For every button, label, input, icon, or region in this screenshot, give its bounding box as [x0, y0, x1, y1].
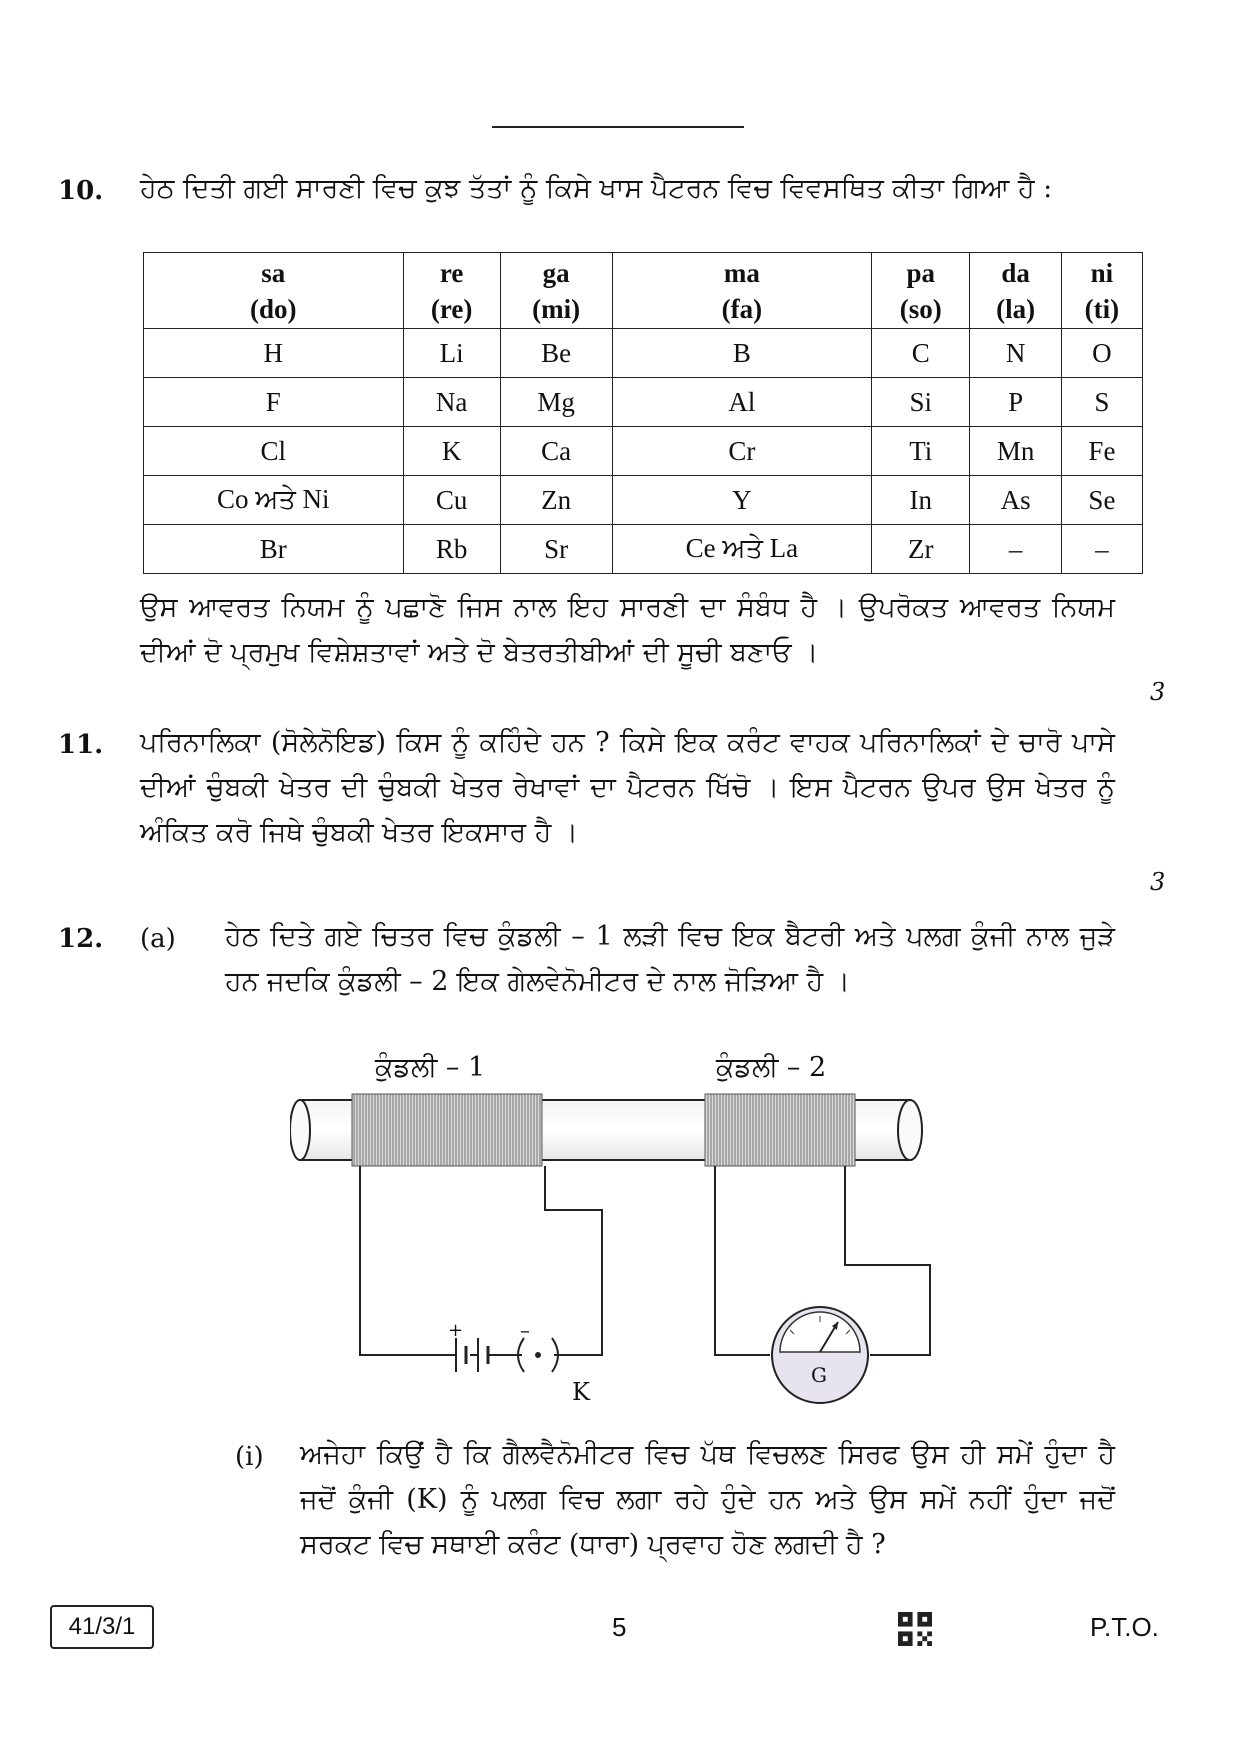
- table-header: ga (mi): [500, 253, 612, 329]
- table-cell: Br: [144, 525, 404, 574]
- table-cell: As: [970, 476, 1061, 525]
- table-cell: Cl: [144, 427, 404, 476]
- table-cell: Li: [403, 329, 500, 378]
- table-header: da (la): [970, 253, 1061, 329]
- galvanometer-icon: [772, 1307, 868, 1403]
- table-cell: Co ਅਤੇ Ni: [144, 476, 404, 525]
- table-cell: –: [1061, 525, 1142, 574]
- table-row: [144, 427, 1143, 476]
- table-cell: Ca: [500, 427, 612, 476]
- table-cell: Si: [872, 378, 970, 427]
- table-cell: Be: [500, 329, 612, 378]
- table-cell: Y: [612, 476, 871, 525]
- table-cell: P: [970, 378, 1061, 427]
- table-row: [144, 525, 1143, 574]
- qr-code-icon: [898, 1612, 932, 1646]
- galvanometer-label: G: [811, 1363, 827, 1387]
- table-cell: Cr: [612, 427, 871, 476]
- table-cell: H: [144, 329, 404, 378]
- marks: 3: [1150, 868, 1166, 896]
- table-cell: Rb: [403, 525, 500, 574]
- key-label: K: [572, 1378, 590, 1406]
- coil-2-label: ਕੁੰਡਲੀ – 2: [716, 1052, 827, 1083]
- table-cell: Se: [1061, 476, 1142, 525]
- table-cell: B: [612, 329, 871, 378]
- table-cell: –: [970, 525, 1061, 574]
- table-cell: Ti: [872, 427, 970, 476]
- table-cell: Fe: [1061, 427, 1142, 476]
- table-cell: Ce ਅਤੇ La: [612, 525, 871, 574]
- part-label: (a): [140, 924, 176, 954]
- table-cell: C: [872, 329, 970, 378]
- coil-1: [352, 1094, 542, 1166]
- table-header: ni (ti): [1061, 253, 1142, 329]
- table-cell: S: [1061, 378, 1142, 427]
- coil-1-label: ਕੁੰਡਲੀ – 1: [375, 1052, 486, 1083]
- table-header: pa (so): [872, 253, 970, 329]
- marks: 3: [1150, 678, 1166, 706]
- table-cell: Sr: [500, 525, 612, 574]
- question-intro: ਹੇਠ ਦਿਤੀ ਗਈ ਸਾਰਣੀ ਵਿਚ ਕੁਝ ਤੱਤਾਂ ਨੂੰ ਕਿਸੇ ਖਾਸ ਪੈਟਰਨ ਵਿਚ ਵਿਵਸਥਿਤ ਕੀਤਾ ਗਿਆ ਹੈ :: [140, 173, 1053, 204]
- table-header: ma (fa): [612, 253, 871, 329]
- question-number: 10.: [58, 176, 104, 206]
- question-number: 11.: [58, 730, 104, 760]
- table-cell: Mg: [500, 378, 612, 427]
- table-row: [144, 476, 1143, 525]
- table-cell: Zr: [872, 525, 970, 574]
- top-rule: [492, 126, 744, 128]
- coil-circuit-diagram: [290, 1090, 970, 1430]
- question-text: ਉਸ ਆਵਰਤ ਨਿਯਮ ਨੂੰ ਪਛਾਣੋ ਜਿਸ ਨਾਲ ਇਹ ਸਾਰਣੀ ਦਾ ਸੰਬੰਧ ਹੈ । ਉਪਰੋਕਤ ਆਵਰਤ ਨਿਯਮ ਦੀਆਂ ਦੋ ਪ੍ਰਮੁਖ ਵਿਸ਼ੇਸ਼ਤਾਵਾਂ ਅਤੇ ਦੋ ਬੇਤਰਤੀਬੀਆਂ ਦੀ ਸੂਚੀ ਬਣਾਓ ।: [140, 592, 1115, 668]
- sub-question-text: ਅਜੇਹਾ ਕਿਉਂ ਹੈ ਕਿ ਗੈਲਵੈਨੋਮੀਟਰ ਵਿਚ ਪੱਥ ਵਿਚਲਣ ਸਿਰਫ ਉਸ ਹੀ ਸਮੇਂ ਹੁੰਦਾ ਹੈ ਜਦੋਂ ਕੁੰਜੀ (K) ਨੂੰ ਪਲਗ ਵਿਚ ਲਗਾ ਰਹੇ ਹੁੰਦੇ ਹਨ ਅਤੇ ਉਸ ਸਮੇਂ ਨਹੀਂ ਹੁੰਦਾ ਜਦੋਂ ਸਰਕਟ ਵਿਚ ਸਥਾਈ ਕਰੰਟ (ਧਾਰਾ) ਪ੍ਰਵਾਹ ਹੋਣ ਲਗਦੀ ਹੈ ?: [300, 1439, 1115, 1560]
- circuit-1-wires: [360, 1166, 602, 1355]
- table-cell: Zn: [500, 476, 612, 525]
- table-cell: Na: [403, 378, 500, 427]
- table-header: re (re): [403, 253, 500, 329]
- table-cell: O: [1061, 329, 1142, 378]
- paper-code: 41/3/1: [50, 1605, 154, 1649]
- table-cell: F: [144, 378, 404, 427]
- question-text: ਪਰਿਨਾਲਿਕਾ (ਸੋਲੇਨੋਇਡ) ਕਿਸ ਨੂੰ ਕਹਿੰਦੇ ਹਨ ? ਕਿਸੇ ਇਕ ਕਰੰਟ ਵਾਹਕ ਪਰਿਨਾਲਿਕਾਂ ਦੇ ਚਾਰੋ ਪਾਸੇ ਦੀਆਂ ਚੁੰਬਕੀ ਖੇਤਰ ਦੀ ਚੁੰਬਕੀ ਖੇਤਰ ਰੇਖਾਵਾਂ ਦਾ ਪੈਟਰਨ ਖਿੱਚੋ । ਇਸ ਪੈਟਰਨ ਉਪਰ ਉਸ ਖੇਤਰ ਨੂੰ ਅੰਕਿਤ ਕਰੋ ਜਿਥੇ ਚੁੰਬਕੀ ਖੇਤਰ ਇਕਸਾਰ ਹੈ ।: [140, 727, 1115, 848]
- battery-minus-label: –: [520, 1318, 530, 1342]
- page-number: 5: [612, 1612, 627, 1642]
- part-a-text: ਹੇਠ ਦਿਤੇ ਗਏ ਚਿਤਰ ਵਿਚ ਕੁੰਡਲੀ – 1 ਲੜੀ ਵਿਚ ਇਕ ਬੈਟਰੀ ਅਤੇ ਪਲਗ ਕੁੰਜੀ ਨਾਲ ਜੁੜੇ ਹਨ ਜਦਕਿ ਕੁੰਡਲੀ – 2 ਇਕ ਗੇਲਵੇਨੋਮੀਟਰ ਦੇ ਨਾਲ ਜੋੜਿਆ ਹੈ ।: [225, 921, 1115, 997]
- battery-plus-label: +: [448, 1320, 464, 1341]
- table-cell: K: [403, 427, 500, 476]
- battery-icon: [450, 1338, 518, 1372]
- sub-question-label: (i): [235, 1442, 264, 1472]
- element-table: [143, 252, 1143, 574]
- table-cell: In: [872, 476, 970, 525]
- plug-key-icon: [518, 1338, 568, 1372]
- coil-2: [705, 1094, 855, 1166]
- table-cell: Mn: [970, 427, 1061, 476]
- table-cell: N: [970, 329, 1061, 378]
- table-header-row: [144, 253, 1143, 329]
- table-row: [144, 329, 1143, 378]
- table-cell: Cu: [403, 476, 500, 525]
- table-row: [144, 378, 1143, 427]
- table-cell: Al: [612, 378, 871, 427]
- pto-text: P.T.O.: [1090, 1612, 1159, 1642]
- question-number: 12.: [58, 924, 104, 954]
- table-header: sa (do): [144, 253, 404, 329]
